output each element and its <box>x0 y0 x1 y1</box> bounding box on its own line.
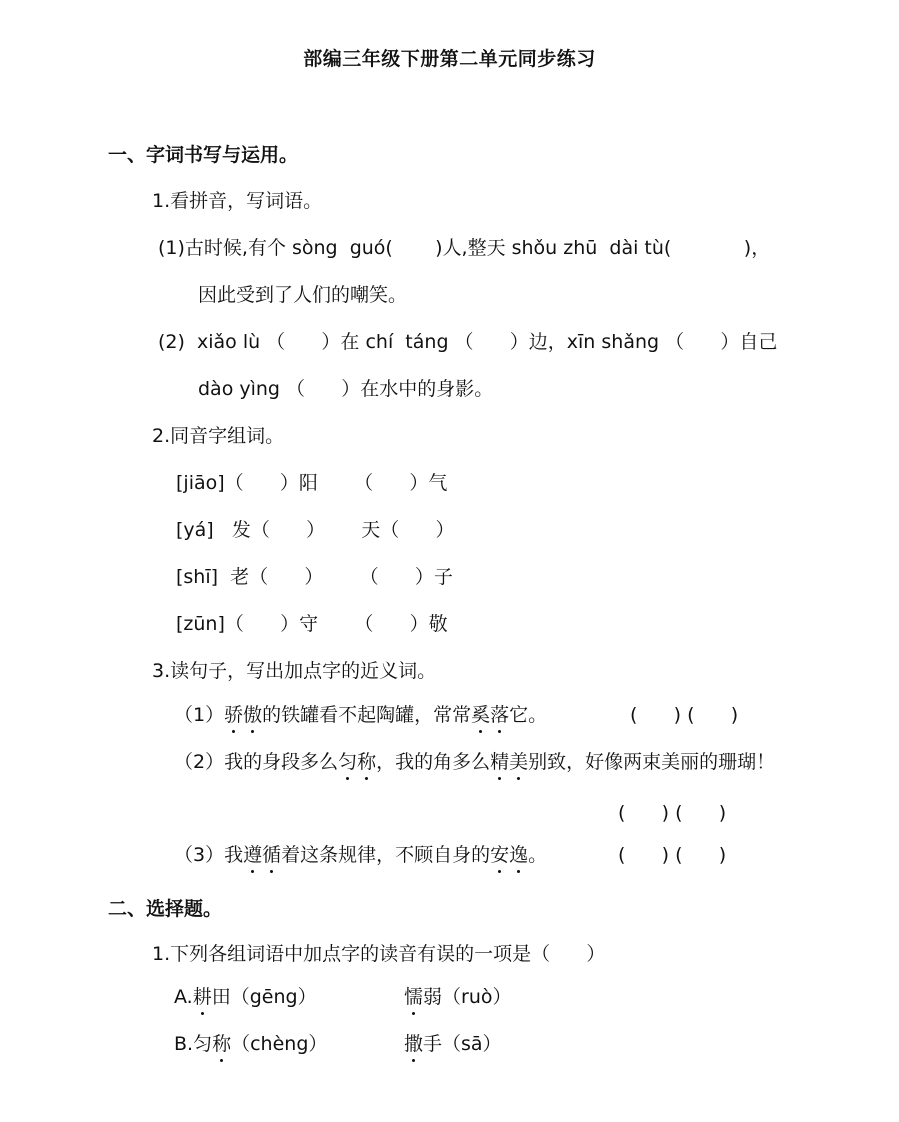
q2-label: 2.同音字组词。 <box>152 425 285 447</box>
sentence-2-prefix: （2）我的身段多么 <box>174 751 339 773</box>
dotted-char: 安 <box>490 844 510 866</box>
dotted-char: 傲 <box>243 704 263 726</box>
option-a-label: A. <box>174 986 193 1008</box>
sentence-3-text: 着这条规律，不顾自身的 <box>281 844 491 866</box>
sentence-1-prefix: （1） <box>174 704 225 726</box>
dotted-char: 匀 <box>338 751 358 773</box>
dotted-char: 奚 <box>471 704 491 726</box>
q2-row-ya: [yá] 发（ ） 天（ ） <box>176 519 455 541</box>
s2-q1-label: 1.下列各组词语中加点字的读音有误的一项是（ ） <box>152 943 606 965</box>
dotted-char: 称 <box>357 751 377 773</box>
sentence-1-end: 它。 <box>509 704 548 726</box>
dotted-char: 耕 <box>192 986 212 1008</box>
option-b-left-text: （chèng） <box>231 1033 328 1055</box>
dotted-char: 称 <box>212 1033 232 1055</box>
option-a-right-text: 弱（ruò） <box>423 986 512 1008</box>
section-2-heading: 二、选择题。 <box>108 898 223 920</box>
q1-item2-line2: dào yìng （ ）在水中的身影。 <box>198 378 494 400</box>
dotted-char: 美 <box>509 751 529 773</box>
q3-sentence-1 <box>174 702 547 728</box>
page-title: 部编三年级下册第二单元同步练习 <box>303 48 596 70</box>
q2-row-shi: [shī] 老（ ） （ ）子 <box>176 566 453 588</box>
q1-label: 1.看拼音，写词语。 <box>152 190 323 212</box>
option-b-label: B.匀 <box>174 1033 213 1055</box>
option-b-right-text: 手（sā） <box>423 1033 502 1055</box>
q2-row-jiao: [jiāo]（ ）阳 （ ）气 <box>176 472 448 494</box>
q1-item1-line2: 因此受到了人们的嘲笑。 <box>198 284 408 306</box>
q3-sentence-1-blanks: ( ) ( ) <box>630 704 739 726</box>
dotted-char: 骄 <box>224 704 244 726</box>
dotted-char: 精 <box>490 751 510 773</box>
dotted-char: 懦 <box>404 986 424 1008</box>
q3-sentence-2-blanks: ( ) ( ) <box>618 802 727 824</box>
option-b-left <box>174 1031 327 1057</box>
q1-item1-line1: (1)古时候,有个 sòng guó( )人,整天 shǒu zhū dài tù( )， <box>158 237 771 259</box>
dotted-char: 循 <box>262 844 282 866</box>
sentence-2-text: ，我的角多么 <box>376 751 491 773</box>
q2-row-zun: [zūn]（ ）守 （ ）敬 <box>176 613 448 635</box>
sentence-3-prefix: （3）我 <box>174 844 244 866</box>
q3-sentence-3-blanks: ( ) ( ) <box>618 844 727 866</box>
dotted-char: 落 <box>490 704 510 726</box>
section-1-heading: 一、字词书写与运用。 <box>108 144 299 166</box>
q3-sentence-2 <box>174 749 775 775</box>
option-a-right <box>404 984 512 1010</box>
sentence-3-end: 。 <box>528 844 548 866</box>
q3-label: 3.读句子，写出加点字的近义词。 <box>152 660 437 682</box>
option-b-right <box>404 1031 502 1057</box>
option-a-left <box>174 984 317 1010</box>
dotted-char: 撒 <box>404 1033 424 1055</box>
q1-item2-line1: (2) xiǎo lù （ ）在 chí táng （ ）边，xīn shǎng （ ）自己 <box>158 331 778 353</box>
dotted-char: 遵 <box>243 844 263 866</box>
dotted-char: 逸 <box>509 844 529 866</box>
sentence-2-end: 别致，好像两束美丽的珊瑚！ <box>528 751 776 773</box>
sentence-1-text: 的铁罐看不起陶罐，常常 <box>262 704 472 726</box>
q3-sentence-3 <box>174 842 547 868</box>
option-a-left-text: 田（gēng） <box>211 986 317 1008</box>
